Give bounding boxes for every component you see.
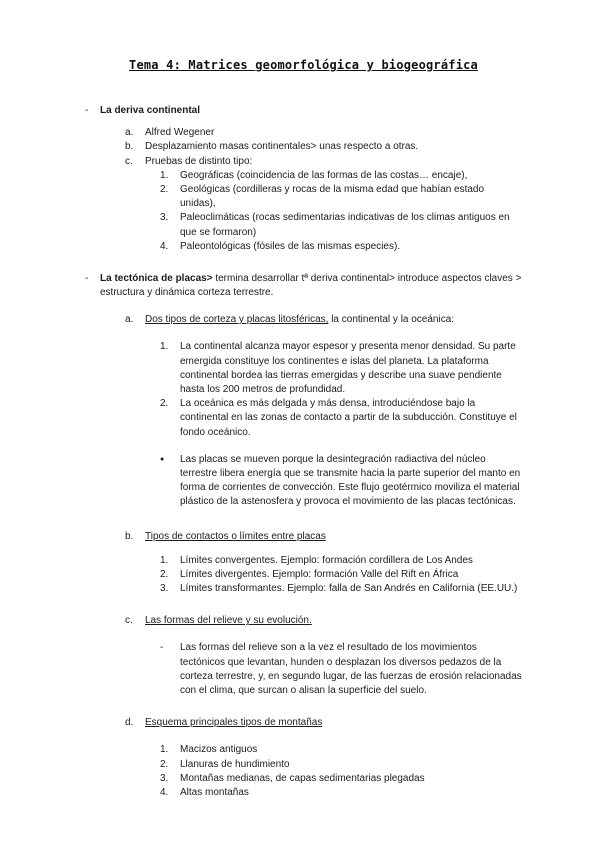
list-marker: 3. [160,583,169,595]
subsection-heading-row [125,614,522,628]
list-item-text: Alfred Wegener [145,127,215,139]
list-item [125,155,522,169]
section-deriva-continental [85,104,522,254]
list-item-text: La continental alcanza mayor espesor y presenta menor densidad. Su parte emergida constituye los continentes e islas del planeta. La plataforma continental bordea las tierras emergidas y describe una suave pendiente hasta los 200 metros de profundidad. [180,341,516,395]
list-item-text: Pruebas de distinto tipo: [145,155,253,167]
list-marker: 3. [160,772,169,784]
list-marker: 3. [160,212,169,224]
list-item [160,772,522,786]
section-heading-row [85,272,522,300]
dash-marker: - [160,642,164,654]
list-item [125,140,522,154]
list-item-text: Desplazamiento masas continentales> unas respecto a otras. [145,141,419,153]
list-marker: 1. [160,169,169,181]
list-item-text: Geológicas (cordilleras y rocas de la misma edad que habían estado unidas), [180,183,485,210]
list-marker: 2. [160,568,169,580]
list-item [160,743,522,757]
list-marker: a. [125,314,134,326]
list-item [160,240,522,254]
list-item-text: Geográficas (coincidencia de las formas de las costas… encaje), [180,169,468,181]
list-item [160,568,522,582]
page-title: Tema 4: Matrices geomorfológica y biogeográfica [129,58,478,72]
list-item [160,340,522,397]
subsection-heading-row [125,530,522,544]
dash-marker: - [85,272,89,284]
subsection-heading-row [125,313,522,327]
list-item [160,554,522,568]
list-item-text: Montañas medianas, de capas sedimentarias plegadas [180,772,425,784]
list-marker: b. [125,530,134,542]
list-marker: c. [125,155,133,167]
list-item-text: Altas montañas [180,786,249,798]
subsection-heading [145,313,522,327]
list-marker: 2. [160,398,169,410]
subsection-heading-row [125,716,522,730]
list-item [160,397,522,440]
subsection-heading: Las formas del relieve y su evolución. [145,615,312,627]
list-marker: d. [125,717,134,729]
list-item [160,582,522,596]
section-heading-bold: La tectónica de placas> [100,272,213,284]
list-item [160,169,522,183]
bullet-item [160,453,522,510]
list-item-text: Límites divergentes. Ejemplo: formación Valle del Rift en África [180,568,459,580]
list-marker: 2. [160,758,169,770]
list-item [160,758,522,772]
note-item [160,641,522,698]
list-item-text: Límites convergentes. Ejemplo: formación cordillera de Los Andes [180,554,473,566]
dash-marker: - [85,105,89,116]
section-heading: La deriva continental [100,105,201,116]
list-item-text: Llanuras de hundimiento [180,758,290,770]
list-marker: 4. [160,786,169,798]
section-heading-row [85,104,522,118]
list-marker: 2. [160,183,169,195]
list-marker: 1. [160,554,169,566]
list-item-text: La oceánica es más delgada y más densa, introduciéndose bajo la continental en las zonas de contacto a partir de la subducción. Constituye el fondo oceánico. [180,398,517,438]
subsection-heading-rest: la continental y la oceánica: [328,314,455,326]
list-item-text: Macizos antiguos [180,744,258,756]
note-text: Las formas del relieve son a la vez el resultado de los movimientos tectónicos que levantan, hunden o desplazan los diversos pedazos de la corteza terrestre, y, en segundo lugar, de las fuerzas de erosión relacionadas con el clima, que surcan o alisan la superficie del suelo. [180,642,522,696]
list-item [160,183,522,211]
list-item [125,126,522,140]
subsection-heading: Tipos de contactos o límites entre placas [145,530,326,542]
list-item [160,211,522,239]
list-marker: 4. [160,240,169,252]
list-item-text: Paleontológicas (fósiles de las mismas especies). [180,240,401,252]
section-heading-rest: termina desarrollar tª deriva continental> introduce aspectos claves > estructura y dinámica corteza terrestre. [100,272,522,299]
list-item [160,786,522,800]
list-marker: c. [125,615,133,627]
section-tectonica-placas [85,272,522,800]
list-marker: b. [125,141,134,153]
section-heading [100,272,522,300]
list-marker: a. [125,127,134,139]
bullet-item-text: Las placas se mueven porque la desintegración radiactiva del núcleo terrestre libera energía que se transmite hacia la parte superior del manto en forma de corrientes de convección. Este flujo geotérmico moviliza el material plástico de la astenosfera y provoca el movimiento de las placas tectónicas. [180,453,521,508]
subsection-heading-underlined: Dos tipos de corteza y placas litosféricas, [145,314,329,326]
list-marker: 1. [160,744,169,756]
bullet-marker: ● [160,455,165,463]
subsection-heading: Esquema principales tipos de montañas [145,717,323,729]
list-item-text: Paleoclimáticas (rocas sedimentarias indicativas de los climas antiguos en que se formaron) [180,212,510,238]
list-marker: 1. [160,341,169,353]
list-item-text: Límites transformantes. Ejemplo: falla de San Andrés en California (EE.UU.) [180,583,518,595]
